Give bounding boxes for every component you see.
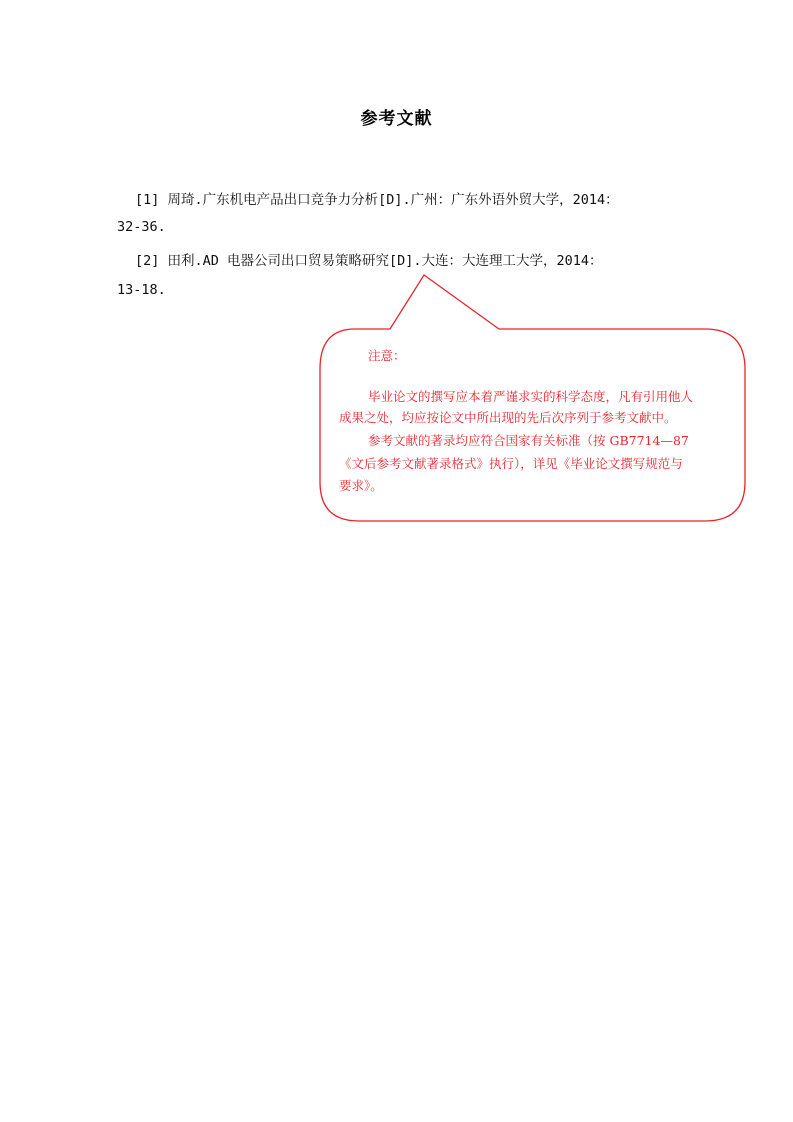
callout-paragraph-1-line-2: 成果之处，均应按论文中所出现的先后次序列于参考文献中。 (339, 410, 677, 425)
callout-paragraph-2-line-1: 参考文献的著录均应符合国家有关标准（按 GB7714—87 (368, 433, 689, 448)
reference-1-line-1: [1] 周琦.广东机电产品出口竞争力分析[D].广州：广东外语外贸大学，2014： (135, 192, 619, 208)
callout-title: 注意： (368, 348, 406, 363)
page-title: 参考文献 (360, 109, 433, 129)
reference-2-line-2: 13-18. (117, 282, 166, 298)
callout-paragraph-1-line-1: 毕业论文的撰写应本着严谨求实的科学态度，凡有引用他人 (368, 389, 694, 404)
reference-1-line-2: 32-36. (117, 219, 166, 235)
callout-paragraph-2-line-3: 要求》。 (339, 478, 383, 493)
callout-paragraph-2-line-2: 《文后参考文献著录格式》执行），详见《毕业论文撰写规范与 (339, 456, 683, 471)
reference-2-line-1: [2] 田利.AD 电器公司出口贸易策略研究[D].大连：大连理工大学，2014： (135, 253, 603, 269)
